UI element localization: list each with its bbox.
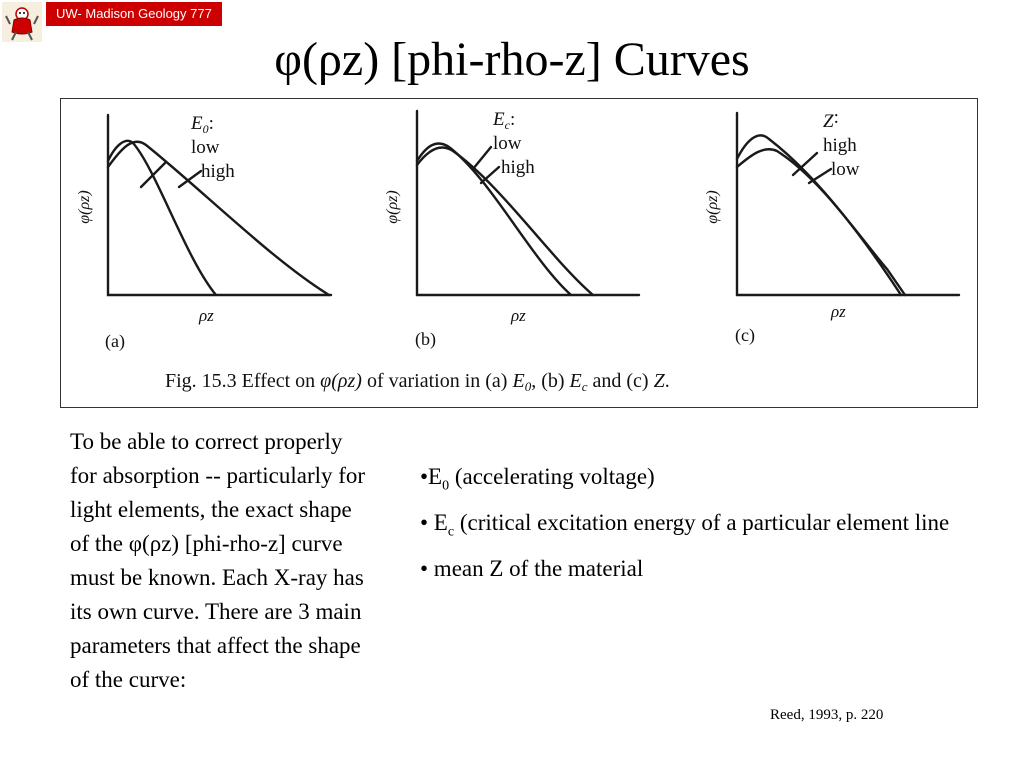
- panel-b-label-low: low: [493, 133, 522, 154]
- bullet-ec: [420, 508, 960, 538]
- panel-b-ylabel: φ(ρz): [384, 190, 401, 224]
- citation: Reed, 1993, p. 220: [770, 707, 884, 723]
- bullet-ec-prefix: • E: [420, 510, 448, 535]
- caption-c-sym: Z: [653, 370, 665, 392]
- panel-a-legend: [190, 113, 214, 136]
- panel-b-letter: (b): [415, 329, 436, 349]
- figure-svg: [61, 99, 977, 407]
- panel-c-curve-high: [737, 135, 901, 295]
- caption-phi-rho-z: φ(ρz): [320, 370, 362, 392]
- panel-c-ylabel: φ(ρz): [704, 190, 721, 224]
- panel-c-legend-colon: :: [833, 107, 839, 128]
- panel-c-leader-low: [809, 169, 831, 183]
- bullet-z: [420, 554, 960, 584]
- panel-a-legend-sub: 0: [202, 122, 209, 136]
- bullet-ec-text: (critical excitation energy of a particular element line: [454, 510, 950, 535]
- intro-open: (: [142, 531, 150, 556]
- panel-c-curve-low: [737, 149, 905, 295]
- panel-c-legend: [823, 107, 839, 132]
- caption-a: (a): [485, 370, 513, 392]
- caption-c: and (c): [587, 370, 654, 392]
- panel-b-xlabel: ρz: [511, 306, 526, 325]
- intro-part1: To be able to correct properly for absorption -- particularly for light elements, the exact shape of the: [70, 429, 366, 556]
- panel-a-leader-low: [141, 163, 165, 187]
- bullet-e0-sub: 0: [442, 478, 450, 494]
- intro-phi: φ: [128, 531, 143, 556]
- bullet-z-text: • mean Z of the material: [420, 556, 644, 581]
- panel-c-label-high: high: [823, 135, 857, 156]
- panel-a-leader-high: [179, 171, 201, 187]
- page-title: [0, 30, 1024, 90]
- panel-a-ylabel: φ(ρz): [76, 190, 93, 224]
- panel-c-xlabel: ρz: [831, 302, 846, 321]
- title-phi: φ: [274, 33, 302, 86]
- panel-a-label-low: low: [191, 137, 220, 158]
- panel-a-curve-low: [108, 141, 216, 295]
- parameter-list: [420, 462, 960, 600]
- bullet-e0-prefix: •E: [420, 464, 443, 489]
- panel-c-letter: (c): [735, 325, 755, 345]
- title-rest: z) [phi-rho-z] Curves: [341, 33, 750, 86]
- panel-b-legend-title: E: [493, 109, 505, 130]
- panel-b-legend-sub: c: [504, 118, 510, 132]
- intro-rho: ρ: [149, 531, 162, 556]
- panel-b-leader-low: [473, 147, 491, 169]
- title-rho: ρ: [317, 33, 342, 86]
- intro-part2: z) [phi-rho-z] curve must be known. Each X-ray has its own curve. There are 3 main parameters that affect the shape of the curve:: [70, 531, 364, 692]
- bullet-ec-sub: c: [447, 524, 455, 540]
- course-badge: UW- Madison Geology 777: [46, 2, 222, 26]
- intro-paragraph: [70, 425, 370, 697]
- figure-phi-rho-z: [60, 98, 978, 408]
- caption-end: .: [664, 370, 670, 392]
- panel-b-curve-low: [417, 143, 571, 295]
- caption-mid: of variation in: [361, 370, 486, 392]
- panel-c-legend-title: Z: [823, 111, 834, 132]
- figure-caption: [165, 370, 670, 394]
- caption-a-sub: 0: [524, 379, 532, 394]
- panel-b-label-high: high: [501, 157, 535, 178]
- panel-b-legend: [492, 109, 515, 132]
- caption-b-sym: E: [569, 370, 582, 392]
- panel-a-xlabel: ρz: [199, 306, 214, 325]
- panel-b-legend-colon: :: [509, 109, 516, 130]
- panel-a-legend-colon: :: [208, 113, 214, 134]
- panel-c-label-low: low: [831, 159, 860, 180]
- panel-b-axes: [417, 111, 639, 295]
- intro-text: [70, 425, 370, 697]
- caption-prefix: Fig. 15.3 Effect on: [165, 370, 321, 392]
- panel-a-legend-title: E: [191, 113, 203, 134]
- caption-a-sym: E: [512, 370, 525, 392]
- bullet-e0-text: (accelerating voltage): [449, 464, 655, 489]
- panel-a-letter: (a): [105, 331, 125, 351]
- title-open: (: [301, 33, 318, 86]
- bullet-e0: [420, 462, 960, 492]
- caption-b: , (b): [531, 370, 570, 392]
- panel-a-label-high: high: [201, 161, 235, 182]
- panel-b-leader-high: [481, 167, 499, 183]
- caption-b-sub: c: [581, 379, 588, 394]
